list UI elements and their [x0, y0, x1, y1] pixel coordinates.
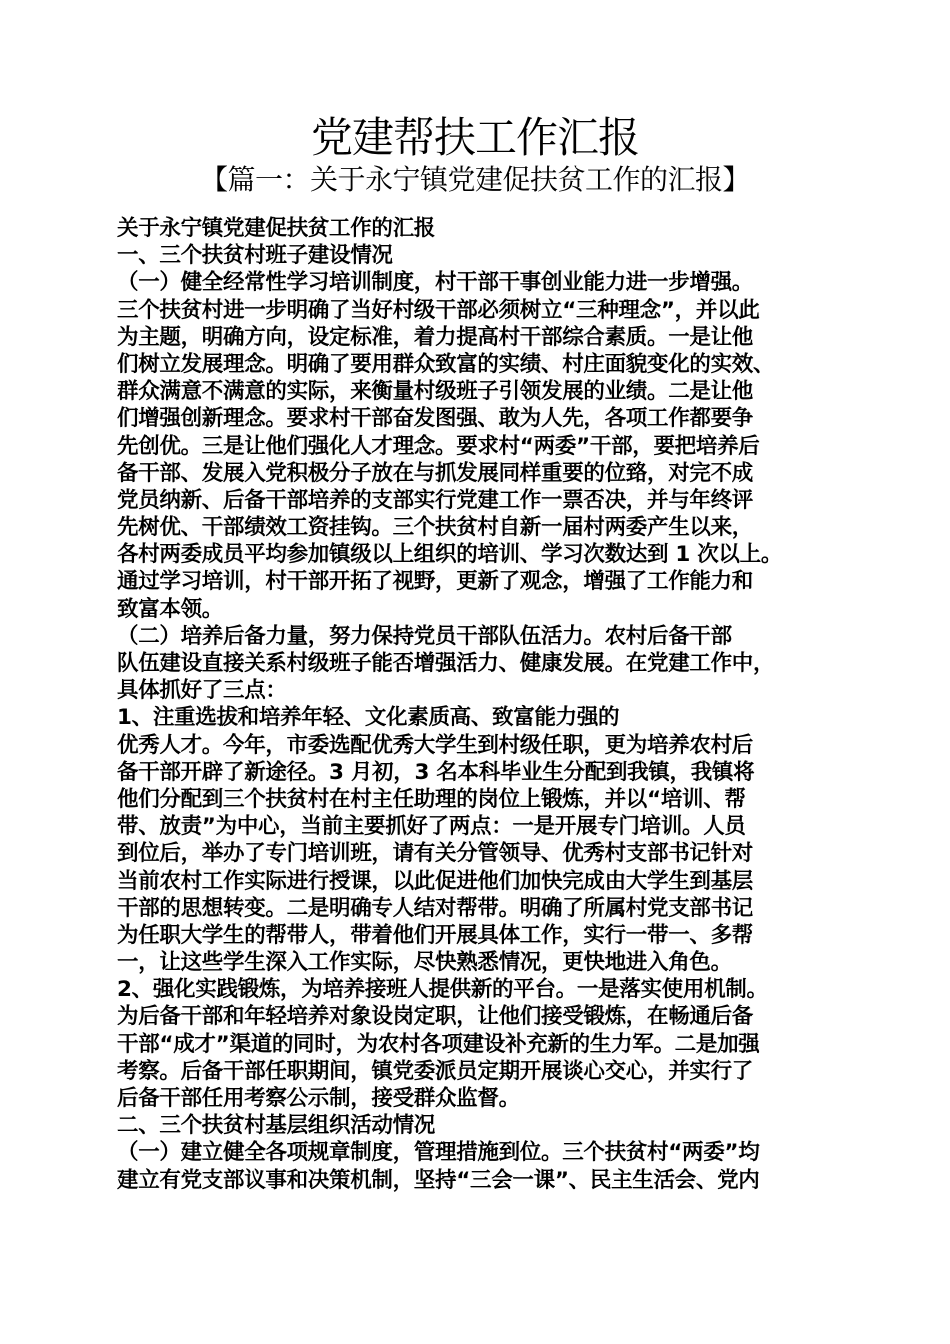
- body-line: 党员纳新、后备干部培养的支部实行党建工作一票否决，并与年终评: [117, 487, 754, 513]
- body-line: 为主题，明确方向，设定标准，着力提高村干部综合素质。一是让他: [117, 324, 754, 350]
- body-line: 到位后，举办了专门培训班，请有关分管领导、优秀村支部书记针对: [117, 841, 754, 867]
- body-line: 队伍建设直接关系村级班子能否增强活力、健康发展。在党建工作中，: [117, 651, 775, 676]
- body-line: 备干部、发展入党积极分子放在与抓发展同样重要的位臵，对完不成: [117, 460, 754, 486]
- body-line: 1、注重选拔和培养年轻、文化素质高、致富能力强的: [117, 705, 620, 731]
- body-line: 三个扶贫村进一步明确了当好村级干部必须树立“三种理念”，并以此: [117, 297, 760, 323]
- body-line: 2、强化实践锻炼，为培养接班人提供新的平台。一是落实使用机制。: [117, 977, 768, 1003]
- body-line: 备干部开辟了新途径。3 月初，3 名本科毕业生分配到我镇，我镇将: [117, 759, 755, 785]
- body-line: 二、三个扶贫村基层组织活动情况: [117, 1113, 436, 1139]
- body-line: 干部“成才”渠道的同时，为农村各项建设补充新的生力军。二是加强: [117, 1031, 760, 1057]
- body-line: 具体抓好了三点：: [117, 678, 287, 704]
- body-line: 带、放责”为中心，当前主要抓好了两点：一是开展专门培训。人员: [117, 814, 746, 840]
- document-subtitle: 【篇一：关于永宁镇党建促扶贫工作的汇报】: [199, 163, 750, 196]
- body-line: 一，让这些学生深入工作实际，尽快熟悉情况，更快地进入角色。: [117, 950, 732, 976]
- body-line: 一、三个扶贫村班子建设情况: [117, 243, 393, 269]
- body-line: 他们分配到三个扶贫村在村主任助理的岗位上锻炼，并以“培训、帮: [117, 786, 746, 812]
- body-line: 后备干部任用考察公示制，接受群众监督。: [117, 1086, 520, 1111]
- body-line: 干部的思想转变。二是明确专人结对帮带。明确了所属村党支部书记: [117, 895, 754, 921]
- body-line: 为任职大学生的帮带人，带着他们开展具体工作，实行一带一、多帮: [117, 922, 754, 948]
- document-body: [117, 215, 857, 1194]
- body-line: 致富本领。: [117, 596, 224, 622]
- body-line: 们增强创新理念。要求村干部奋发图强、敢为人先，各项工作都要争: [117, 406, 754, 432]
- body-line: 考察。后备干部任职期间，镇党委派员定期开展谈心交心，并实行了: [117, 1058, 754, 1084]
- body-line: 为后备干部和年轻培养对象设岗定职，让他们接受锻炼，在畅通后备: [117, 1004, 754, 1030]
- body-line: 通过学习培训，村干部开拓了视野，更新了观念，增强了工作能力和: [117, 569, 754, 595]
- body-line: （一）健全经常性学习培训制度，村干部干事创业能力进一步增强。: [117, 270, 754, 296]
- body-line: （二）培养后备力量，努力保持党员干部队伍活力。农村后备干部: [117, 623, 732, 649]
- body-line: 优秀人才。今年，市委选配优秀大学生到村级任职，更为培养农村后: [117, 732, 754, 758]
- body-line: 建立有党支部议事和决策机制，坚持“三会一课”、民主生活会、党内: [117, 1167, 760, 1193]
- body-line: 群众满意不满意的实际，来衡量村级班子引领发展的业绩。二是让他: [117, 379, 754, 405]
- body-line: 先创优。三是让他们强化人才理念。要求村“两委”干部，要把培养后: [117, 433, 760, 459]
- body-line: 当前农村工作实际进行授课，以此促进他们加快完成由大学生到基层: [117, 868, 754, 894]
- document-title: 党建帮扶工作汇报: [310, 113, 639, 162]
- body-line: 各村两委成员平均参加镇级以上组织的培训、学习次数达到 1 次以上。: [117, 542, 783, 568]
- body-line: 关于永宁镇党建促扶贫工作的汇报: [117, 216, 436, 241]
- body-line: 们树立发展理念。明确了要用群众致富的实绩、村庄面貌变化的实效、: [117, 351, 775, 377]
- body-line: 先树优、干部绩效工资挂钩。三个扶贫村自新一届村两委产生以来，: [117, 515, 754, 541]
- body-line: （一）建立健全各项规章制度，管理措施到位。三个扶贫村“两委”均: [117, 1140, 760, 1166]
